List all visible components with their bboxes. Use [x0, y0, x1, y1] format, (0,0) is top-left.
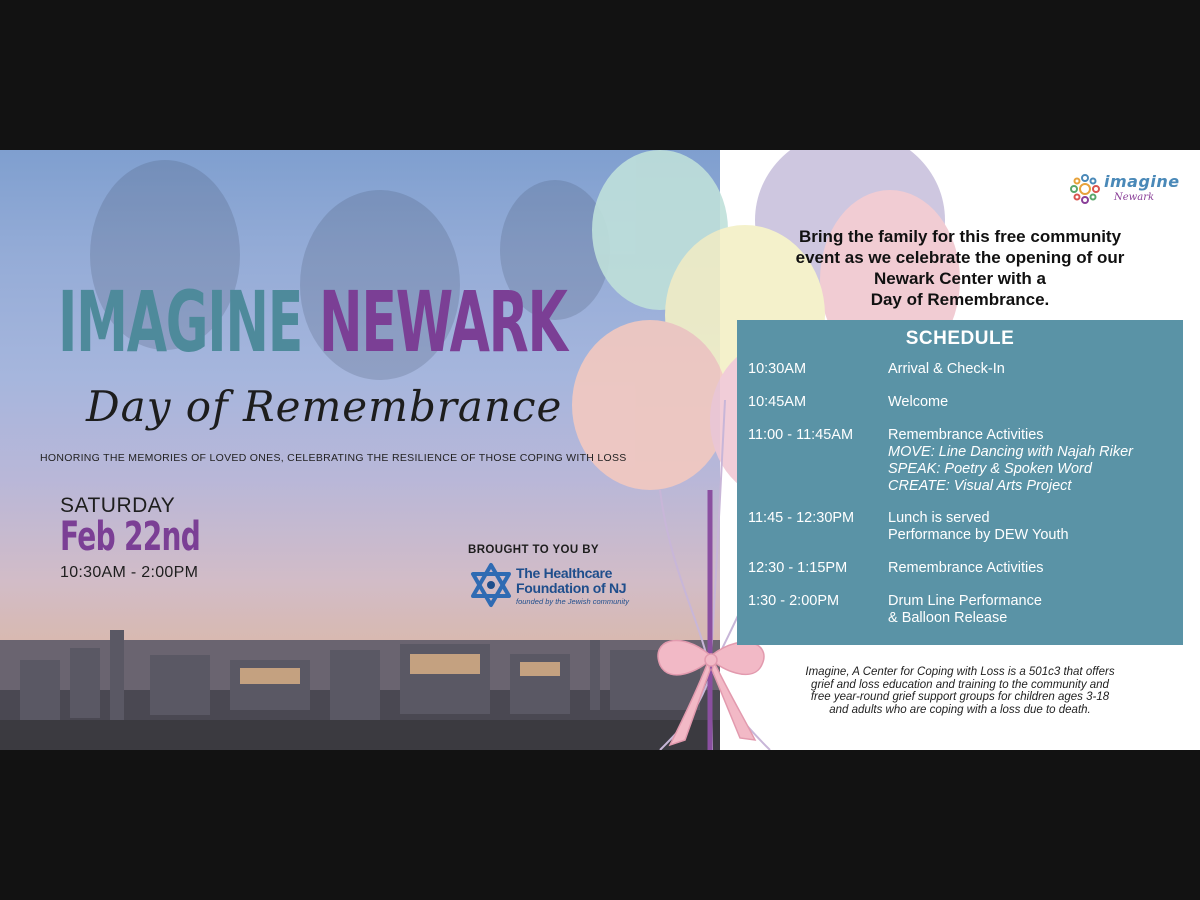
activity-title: Arrival & Check-In	[888, 361, 1005, 377]
title-imagine: IMAGINE	[58, 273, 303, 371]
activity-title: Remembrance Activities	[888, 560, 1044, 576]
about-line: Imagine, A Center for Coping with Loss is a 501c3 that offers	[805, 666, 1115, 678]
activity-title: Welcome	[888, 394, 949, 410]
activity-detail: Performance by DEW Youth	[888, 527, 1069, 543]
schedule-activity	[888, 394, 1178, 411]
schedule-time: 11:45 - 12:30PM	[748, 510, 855, 526]
sponsor-label: BROUGHT TO YOU BY	[468, 544, 599, 556]
activity-detail: SPEAK: Poetry & Spoken Word	[888, 461, 1092, 477]
schedule-time: 10:45AM	[748, 394, 807, 410]
balloon-peach	[572, 320, 728, 490]
event-subtitle: Day of Remembrance	[86, 382, 563, 431]
schedule-panel	[737, 320, 1183, 645]
star-of-david-icon	[470, 562, 512, 608]
sponsor-name-line1: The Healthcare	[516, 565, 613, 581]
intro-line: Bring the family for this free community	[798, 227, 1122, 246]
activity-title: Remembrance Activities	[888, 427, 1044, 443]
activity-detail: & Balloon Release	[888, 610, 1008, 626]
schedule-activity	[888, 510, 1178, 544]
logo-word: imagine	[1104, 172, 1180, 191]
schedule-time: 12:30 - 1:15PM	[748, 560, 848, 576]
about-line: and adults who are coping with a loss due to death.	[829, 703, 1091, 716]
event-banner	[0, 150, 1200, 750]
imagine-newark-logo	[1068, 172, 1180, 210]
about-line: grief and loss education and training to the community and	[811, 678, 1109, 691]
title-newark: NEWARK	[319, 273, 567, 371]
schedule-activity	[888, 593, 1178, 627]
event-time: 10:30AM - 2:00PM	[60, 564, 199, 581]
sponsor-logo	[470, 562, 670, 610]
about-line: free year-round grief support groups for children ages 3-18	[810, 691, 1110, 703]
intro-line: Newark Center with a	[874, 269, 1046, 288]
logo-city: Newark	[1114, 192, 1155, 203]
intro-line: event as we celebrate the opening of our	[795, 248, 1125, 267]
event-intro	[740, 226, 1180, 310]
activity-title: Lunch is served	[888, 510, 990, 526]
activity-detail: MOVE: Line Dancing with Najah Riker	[888, 444, 1133, 460]
event-date: Feb 22nd	[60, 514, 201, 560]
intro-line: Day of Remembrance.	[870, 290, 1050, 309]
schedule-time: 10:30AM	[748, 361, 807, 377]
schedule-heading: SCHEDULE	[905, 328, 1015, 349]
schedule-activity	[888, 427, 1178, 495]
activity-detail: CREATE: Visual Arts Project	[888, 478, 1072, 494]
schedule-activity	[888, 361, 1178, 378]
sponsor-name-line2: Foundation of NJ	[516, 580, 627, 596]
activity-title: Drum Line Performance	[888, 593, 1042, 609]
schedule-time: 11:00 - 11:45AM	[748, 427, 854, 443]
event-tagline: HONORING THE MEMORIES OF LOVED ONES, CELEBRATING THE RESILIENCE OF THOSE COPING WITH LOSS	[40, 452, 627, 464]
sponsor-tagline: founded by the Jewish community	[516, 597, 629, 606]
schedule-time: 1:30 - 2:00PM	[748, 593, 840, 609]
event-day: SATURDAY	[60, 494, 176, 517]
mandala-icon	[1068, 172, 1102, 206]
organization-description	[760, 666, 1160, 716]
event-title	[58, 272, 567, 372]
schedule-activity	[888, 560, 1178, 577]
